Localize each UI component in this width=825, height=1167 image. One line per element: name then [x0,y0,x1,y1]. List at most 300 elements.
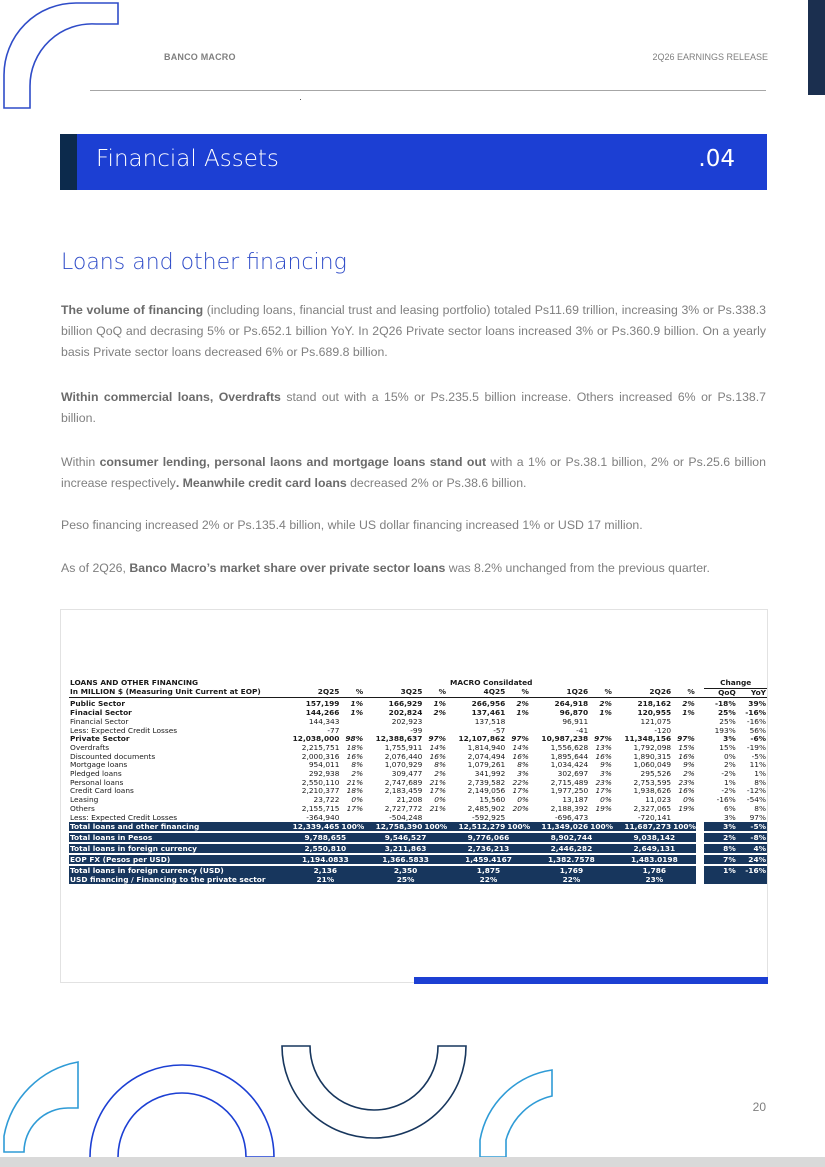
paragraph-text: Peso financing increased 2% or Ps.135.4 billion, while US dollar financing increased 1% or USD 17 million. [61,518,643,532]
table-cell: 1% [516,709,529,718]
table-cell: -12% [746,787,766,796]
table-cell: 96,870 [559,709,589,718]
footer-arc-decoration [0,1040,560,1157]
table-cell [506,814,530,823]
paragraph-financing-volume [61,300,766,363]
table-cell: 10,987,238 [541,735,589,744]
table-cell: 3% [704,822,736,831]
table-cell: 9% [683,761,695,770]
spacer-cell [696,805,705,814]
table-cell: 1,769 [530,866,613,875]
table-cell: 16% [678,752,695,761]
table-cell: 1,034,424 [550,761,589,770]
table-cell: 2,715,489 [550,778,589,787]
table-cell: 6% [724,804,736,813]
table-cell: 1,895,644 [550,752,589,761]
table-cell: -592,925 [472,813,506,822]
table-cell [672,814,696,823]
table-cell: 100% [424,822,448,832]
row-label: Others [70,804,95,813]
table-cell: 18% [346,743,364,752]
header-company: BANCO MACRO [164,52,236,62]
table-cell [423,718,447,727]
paragraph-commercial-loans [61,387,766,429]
table-cell: 21,208 [396,796,423,805]
row-label: Credit Card loans [70,787,134,796]
table-cell: 13% [595,743,612,752]
table-cell: -99 [410,726,423,735]
table-cell: 12,388,637 [375,735,423,744]
table-cell: 12,107,862 [458,735,506,744]
table-cell: -120 [654,726,672,735]
table-row [69,753,767,762]
table-cell: 4% [737,844,767,853]
spacer-cell [696,779,705,788]
table-cell: 15,560 [479,796,506,805]
table-body [69,700,767,884]
table-cell: 1,366.5833 [364,855,447,864]
table-summary-row [69,875,767,884]
table-cell: 8% [754,778,766,787]
table-cell: 954,011 [308,761,340,770]
table-cell: 0% [724,752,736,761]
spacer-cell [696,718,705,727]
table-cell: 2,076,440 [384,752,423,761]
table-cell [672,718,696,727]
table-cell [589,727,613,736]
spacer-cell [696,814,705,823]
table-cell: 1,814,940 [467,743,506,752]
table-cell: 1,786 [613,866,696,875]
paragraph-text: with a 1% or Ps.38.1 billion, 2% or Ps.25.6 billion increase respectively [61,455,766,490]
table-summary-row [69,855,767,864]
spacer-cell [696,709,705,718]
table-cell: 17% [595,787,612,796]
table-cell: 157,199 [305,700,340,709]
paragraph-bold: consumer lending, personal laons and mortgage loans stand out [99,455,487,469]
row-label: Public Sector [70,700,125,709]
table-cell: 2,000,316 [301,752,340,761]
paragraph-bold: The volume of financing [61,303,204,317]
spacer-cell [696,727,705,736]
table-cell: 15% [719,743,736,752]
table-cell: 25% [719,717,736,726]
table-cell: 2,736,213 [447,844,530,853]
table-cell: -16% [716,796,736,805]
table-cell [672,727,696,736]
table-cell: 7% [704,855,736,864]
row-label: Overdrafts [70,743,110,752]
row-label: Total loans and other financing [69,822,287,831]
table-row [69,814,767,823]
row-label: Less: Expected Credit Losses [70,813,178,822]
table-cell: 96,911 [562,717,589,726]
table-row [69,709,767,718]
table-cell: -6% [750,735,766,744]
table-summary-row [69,833,767,842]
table-cell: 97% [594,735,612,744]
table-total-row [69,822,767,831]
table-row [69,796,767,805]
table-cell: 2,074,494 [467,752,506,761]
table-cell: 8% [351,761,364,770]
row-label: USD financing / Financing to the private sector [69,875,287,884]
table-cell: -54% [746,796,766,805]
column-header: 2Q26 [613,688,672,698]
table-cell: 292,938 [308,770,340,779]
table-cell: 11,349,026 [530,822,589,831]
table-cell [423,727,447,736]
table-cell: 341,992 [474,770,506,779]
table-cell: -8% [737,833,767,842]
row-label: Financial Sector [70,717,129,726]
footer-bar [0,1157,825,1167]
header-divider [90,90,766,91]
spacer-cell [696,875,705,884]
table-cell: 56% [749,726,766,735]
table-cell: 8% [754,804,766,813]
table-cell: 144,343 [308,717,340,726]
table-cell: 11% [749,761,766,770]
table-cell: 1% [724,778,736,787]
table-cell: 0% [683,796,695,805]
table-cell: 24% [737,855,767,864]
header-dot [300,99,301,100]
table-cell: 25% [364,875,447,884]
spacer-cell [696,844,705,853]
row-label: Total loans in Pesos [69,833,287,842]
table-cell: 1% [704,866,736,875]
table-cell: 25% [718,709,736,718]
spacer-cell [696,753,705,762]
table-cell: 144,266 [305,709,340,718]
table-cell: 2,327,065 [633,804,672,813]
table-cell: 2,149,056 [467,787,506,796]
table-cell: 22% [447,875,530,884]
paragraph-currency-financing [61,515,766,536]
table-cell: 0% [600,796,612,805]
table-cell: 17% [512,787,529,796]
table-cell: 2,739,582 [467,778,506,787]
table-cell: 14% [429,743,447,752]
table-cell [423,814,447,823]
table-cell: 8% [704,844,736,853]
table-cell: 21% [429,804,447,813]
table-cell: 0% [351,796,364,805]
page-number: 20 [752,1100,766,1114]
table-cell: 2,727,772 [384,804,423,813]
table-cell: -5% [751,752,766,761]
column-header: % [423,688,447,698]
table-cell: 9,776,066 [447,833,530,842]
table-cell: 1% [754,770,766,779]
table-cell: 23% [595,778,612,787]
table-row [69,727,767,736]
table-cell: 16% [429,752,447,761]
spacer-cell [696,735,705,744]
table-cell: 1% [350,700,364,709]
table-cell [589,718,613,727]
row-label: Personal loans [70,778,124,787]
header-arc-decoration [0,0,130,110]
paragraph-text: was 8.2% unchanged from the previous quarter. [445,561,710,575]
spacer-cell [696,866,705,875]
column-header: 2Q25 [287,688,341,698]
table-cell: 295,526 [640,770,672,779]
table-cell: 3,211,863 [364,844,447,853]
table-row [69,779,767,788]
table-cell: 1,755,911 [384,743,423,752]
table-row [69,770,767,779]
table-cell [589,814,613,823]
column-header: % [672,688,696,698]
paragraph-text: As of 2Q26, [61,561,130,575]
table-cell: -2% [721,770,736,779]
row-label: Pledged loans [70,770,122,779]
table-cell [506,727,530,736]
table-cell: 218,162 [637,700,672,709]
table-row [69,805,767,814]
table-cell: 1,382.7578 [530,855,613,864]
table-cell: 2,550,110 [301,778,340,787]
table-cell: 19% [595,804,612,813]
table-cell: -16% [745,709,766,718]
row-label: Mortgage loans [70,761,128,770]
table-cell: 2% [351,770,364,779]
table-column-header-row [69,688,767,698]
table-cell: 2,350 [364,866,447,875]
table-cell: 0% [434,796,447,805]
table-cell: 202,923 [391,717,423,726]
table-cell: 2,747,689 [384,778,423,787]
table-cell: 22% [530,875,613,884]
table-row [69,744,767,753]
table-cell: 16% [346,752,364,761]
paragraph-bold: . Meanwhile credit card loans [175,476,347,490]
row-label: EOP FX (Pesos per USD) [69,855,287,864]
table-accent-bar [414,977,768,984]
paragraph-text: Within [61,455,100,469]
table-cell: 12,512,279 [447,822,506,831]
table-cell: 21% [429,778,447,787]
column-header: 3Q25 [364,688,423,698]
table-cell: 2,485,902 [467,804,506,813]
table-cell: 1% [350,709,364,718]
table-cell: 17% [429,787,447,796]
table-group-header: MACRO Consildated [450,679,533,688]
table-cell: 23% [678,778,695,787]
spacer-cell [696,833,705,842]
table-cell: -18% [714,700,736,709]
table-cell: 2,649,131 [613,844,696,853]
paragraph-market-share [61,558,766,579]
table-summary-row [69,844,767,853]
table-cell: 2% [704,833,736,842]
spacer-cell [696,787,705,796]
table-summary-row [69,866,767,875]
column-header: % [589,688,613,698]
table-cell: 8% [434,761,447,770]
table-row [69,718,767,727]
table-cell: 100% [507,822,530,832]
table-cell: 2,188,392 [550,804,589,813]
table-cell [737,875,767,884]
table-cell: 121,075 [640,717,672,726]
table-cell: 264,918 [554,700,589,709]
paragraph-text: stand out with a 15% or Ps.235.5 billion increase. Others increased 6% or Ps.138.7 billion. [61,390,766,425]
table-cell: 100% [673,822,696,832]
table-cell: 2,550,810 [287,844,365,853]
table-cell: 12,758,390 [364,822,423,831]
row-label: Total loans in foreign currency [69,844,287,853]
table-cell: 15% [678,743,695,752]
table-cell: 97% [677,735,695,744]
column-header: YoY [737,688,767,698]
table-cell: 137,518 [474,717,506,726]
spacer-cell [696,744,705,753]
table-cell: 2% [683,770,695,779]
row-label: Less: Expected Credit Losses [70,726,178,735]
table-row [69,735,767,744]
row-label: Private Sector [70,735,130,744]
table-cell: 17% [346,804,364,813]
table-cell: 16% [678,787,695,796]
table-cell: -696,473 [554,813,589,822]
paragraph-consumer-lending [61,452,766,494]
table-cell: 12,339,465 [287,822,341,831]
table-row [69,700,767,709]
table-cell: 8% [517,761,529,770]
paragraph-text: (including loans, financial trust and leasing portfolio) totaled Ps11.69 trillion, increasing 3% or Ps.338.3 billion QoQ and decrasing 5% or Ps.652.1 billion YoY. In 2Q26 Private sector loans increased 3% or Ps.360.9 billion. On a yearly basis Private sector loans decreased 6% or Ps.689.8 billion. [61,303,766,359]
table-cell: 14% [512,743,529,752]
table-cell: 2,446,282 [530,844,613,853]
table-cell: 9,038,142 [613,833,696,842]
table-cell: -504,248 [389,813,423,822]
corner-accent-bar [808,0,825,95]
table-cell: 2% [682,700,695,709]
table-cell: 1,938,626 [633,787,672,796]
table-cell: 1,977,250 [550,787,589,796]
table-cell: -77 [327,726,340,735]
table-cell: 100% [341,822,365,832]
table-cell: 12,038,000 [292,735,340,744]
table-cell: 2% [433,709,447,718]
table-cell: 309,477 [391,770,423,779]
table-cell: 302,697 [557,770,589,779]
paragraph-bold: Banco Macro’s market share over private sector loans [129,561,446,575]
table-cell: 18% [346,787,364,796]
table-cell: 97% [428,735,447,744]
table-cell: 2,210,377 [301,787,340,796]
table-cell [704,875,736,884]
table-cell: 2,155,715 [301,804,340,813]
table-row [69,787,767,796]
table-cell: 98% [345,735,364,744]
table-cell: 11,023 [645,796,672,805]
table-cell: 3% [600,770,612,779]
table-cell: 11,348,156 [624,735,672,744]
table-cell: 1,875 [447,866,530,875]
table-cell: 1,483.0198 [613,855,696,864]
table-cell: 3% [517,770,529,779]
column-header: 1Q26 [530,688,589,698]
table-cell: 13,187 [562,796,589,805]
table-cell: 97% [511,735,529,744]
table-cell: 8,902,744 [530,833,613,842]
table-cell: -5% [737,822,767,831]
table-cell: 1,060,049 [633,761,672,770]
table-change-header: Change [704,679,767,688]
table-cell: 9,788,655 [287,833,365,842]
table-cell: 11,687,273 [613,822,672,831]
spacer-cell [696,761,705,770]
paragraph-text: decreased 2% or Ps.38.6 billion. [346,476,527,490]
table-subtitle: In MILLION $ (Measuring Unit Current at EOP) [69,688,287,698]
table-cell: 39% [748,700,766,709]
table-cell: 202,824 [388,709,423,718]
row-label: Discounted documents [70,752,156,761]
table-cell: -2% [721,787,736,796]
table-cell: 2% [434,770,447,779]
table-cell: 21% [346,778,364,787]
spacer-cell [696,700,705,709]
table-cell: 3% [723,735,736,744]
table-cell: 21% [287,875,365,884]
table-cell: 2,183,459 [384,787,423,796]
spacer-cell [696,822,705,831]
section-title: Loans and other financing [61,250,347,275]
table-cell: 193% [714,726,736,735]
column-header: 4Q25 [447,688,506,698]
table-cell: 1,194.0833 [287,855,365,864]
table-cell: 1,459.4167 [447,855,530,864]
table-cell: 16% [512,752,529,761]
table-cell: 1,792,098 [633,743,672,752]
table-cell: 137,461 [471,709,506,718]
table-cell: 16% [595,752,612,761]
table-cell: 23,722 [313,796,340,805]
table-cell: 100% [590,822,613,832]
header-document-title: 2Q26 EARNINGS RELEASE [652,52,768,62]
table-cell: -19% [746,743,766,752]
table-cell: 20% [512,804,529,813]
table-cell: -16% [746,717,766,726]
table-cell: -364,940 [306,813,340,822]
banner-number: .04 [698,146,735,172]
table-cell: 2,136 [287,866,365,875]
table-cell [340,718,364,727]
table-cell: 2% [516,700,529,709]
table-cell: 1,070,929 [384,761,423,770]
row-label: Finacial Sector [70,709,132,718]
table-cell: 1,890,315 [633,752,672,761]
table-cell: 0% [517,796,529,805]
spacer-cell [696,855,705,864]
table-cell: -57 [493,726,506,735]
spacer-cell [696,770,705,779]
table-cell: 97% [749,813,766,822]
table-cell: 2,215,751 [301,743,340,752]
table-cell: 2% [724,761,736,770]
column-header: QoQ [704,688,736,698]
column-header: % [340,688,364,698]
table-cell: 1% [682,709,695,718]
table-header-group-row [69,679,767,688]
table-row [69,761,767,770]
section-banner-tab [60,134,77,190]
table-cell: 1,556,628 [550,743,589,752]
table-cell: 120,955 [637,709,672,718]
